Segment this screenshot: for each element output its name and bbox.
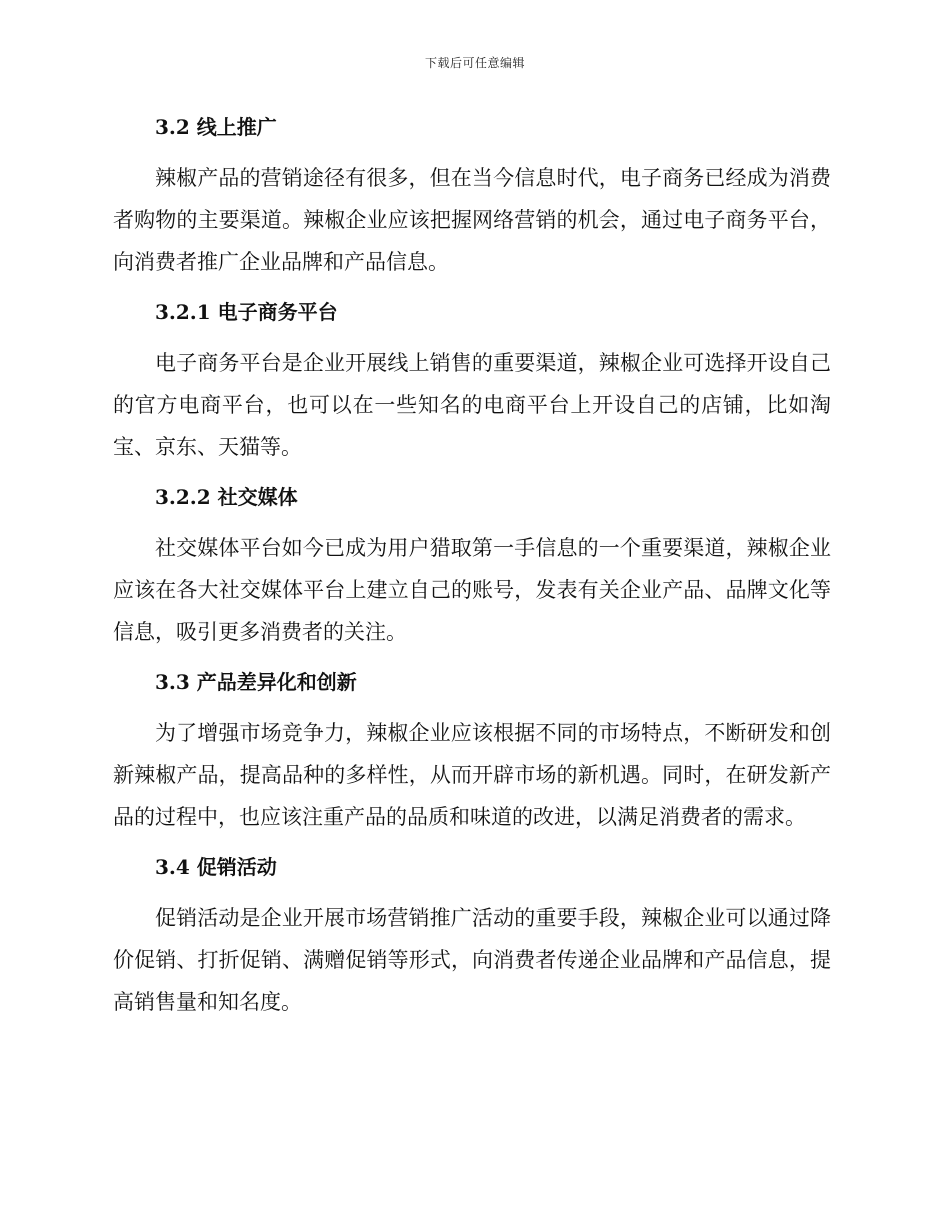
- section-heading-3-4: 3.4 促销活动: [155, 855, 277, 879]
- section-heading-3-3: 3.3 产品差异化和创新: [155, 670, 357, 694]
- section-heading-3-2-2: 3.2.2 社交媒体: [155, 485, 298, 509]
- section-paragraph-3-3: 为了增强市场竞争力，辣椒企业应该根据不同的市场特点，不断研发和创新辣椒产品，提高品种的多样性，从而开辟市场的新机遇。同时，在研发新产品的过程中，也应该注重产品的品质和味道的改进，以满足消费者的需求。: [113, 721, 831, 829]
- document-body: [113, 108, 831, 1023]
- section-paragraph-3-2-1: 电子商务平台是企业开展线上销售的重要渠道，辣椒企业可选择开设自己的官方电商平台，也可以在一些知名的电商平台上开设自己的店铺，比如淘宝、京东、天猫等。: [113, 351, 831, 459]
- section-heading-3-2-1: 3.2.1 电子商务平台: [155, 300, 338, 324]
- section-paragraph-3-2: 辣椒产品的营销途径有很多，但在当今信息时代，电子商务已经成为消费者购物的主要渠道。辣椒企业应该把握网络营销的机会，通过电子商务平台，向消费者推广企业品牌和产品信息。: [113, 166, 831, 274]
- section-paragraph-3-2-2: 社交媒体平台如今已成为用户猎取第一手信息的一个重要渠道，辣椒企业应该在各大社交媒体平台上建立自己的账号，发表有关企业产品、品牌文化等信息，吸引更多消费者的关注。: [113, 536, 831, 644]
- section-paragraph-3-4: 促销活动是企业开展市场营销推广活动的重要手段，辣椒企业可以通过降价促销、打折促销、满赠促销等形式，向消费者传递企业品牌和产品信息，提高销售量和知名度。: [113, 906, 831, 1014]
- section-heading-3-2: 3.2 线上推广: [155, 115, 277, 139]
- header-note: 下载后可任意编辑: [424, 56, 525, 70]
